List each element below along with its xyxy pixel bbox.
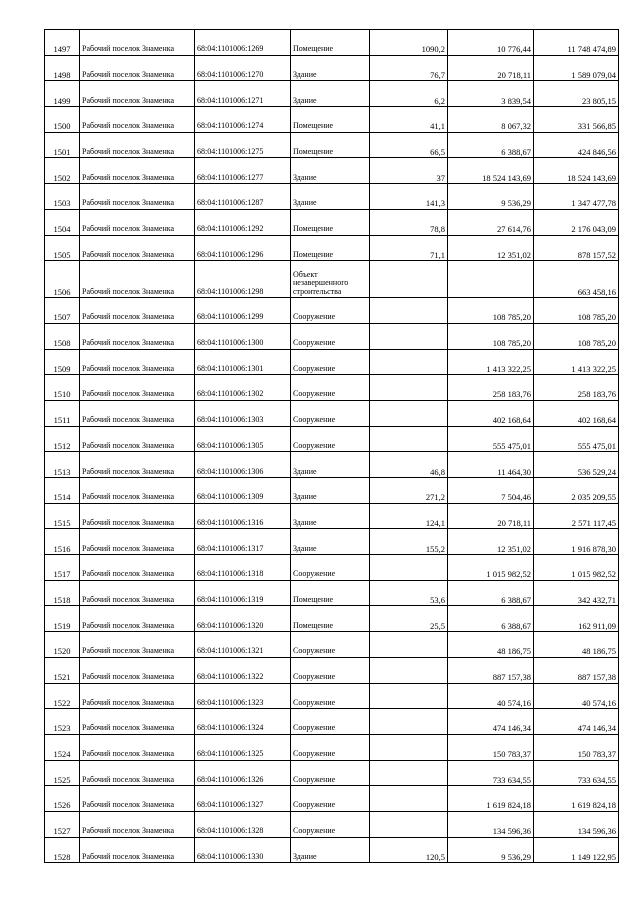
row-number-cell: 1502 bbox=[45, 158, 80, 184]
cadastral-number-cell: 68:04:1101006:1305 bbox=[195, 426, 291, 452]
row-number-cell: 1507 bbox=[45, 298, 80, 324]
location-cell: Рабочий поселок Знаменка bbox=[80, 55, 195, 81]
object-type-cell: Здание bbox=[291, 503, 370, 529]
row-number-cell: 1497 bbox=[45, 30, 80, 56]
row-number-cell: 1522 bbox=[45, 683, 80, 709]
area-cell: 1090,2 bbox=[370, 30, 448, 56]
unit-price-cell: 18 524 143,69 bbox=[448, 158, 534, 184]
area-cell bbox=[370, 760, 448, 786]
unit-price-cell: 258 183,76 bbox=[448, 375, 534, 401]
unit-price-cell: 12 351,02 bbox=[448, 529, 534, 555]
table-row bbox=[45, 837, 619, 863]
object-type-cell: Здание bbox=[291, 452, 370, 478]
area-cell bbox=[370, 261, 448, 298]
table-row bbox=[45, 81, 619, 107]
row-number-cell: 1519 bbox=[45, 606, 80, 632]
cadastral-number-cell: 68:04:1101006:1318 bbox=[195, 555, 291, 581]
row-number-cell: 1524 bbox=[45, 734, 80, 760]
unit-price-cell: 3 839,54 bbox=[448, 81, 534, 107]
cadastral-number-cell: 68:04:1101006:1327 bbox=[195, 786, 291, 812]
object-type-cell: Сооружение bbox=[291, 632, 370, 658]
cadastral-value-cell: 733 634,55 bbox=[534, 760, 619, 786]
location-cell: Рабочий поселок Знаменка bbox=[80, 632, 195, 658]
cadastral-number-cell: 68:04:1101006:1321 bbox=[195, 632, 291, 658]
cadastral-value-cell: 878 157,52 bbox=[534, 235, 619, 261]
location-cell: Рабочий поселок Знаменка bbox=[80, 30, 195, 56]
unit-price-cell: 11 464,30 bbox=[448, 452, 534, 478]
table-row bbox=[45, 657, 619, 683]
unit-price-cell: 9 536,29 bbox=[448, 184, 534, 210]
row-number-cell: 1516 bbox=[45, 529, 80, 555]
table-row bbox=[45, 107, 619, 133]
object-type-cell: Помещение bbox=[291, 107, 370, 133]
area-cell bbox=[370, 375, 448, 401]
object-type-cell: Сооружение bbox=[291, 555, 370, 581]
location-cell: Рабочий поселок Знаменка bbox=[80, 81, 195, 107]
row-number-cell: 1511 bbox=[45, 400, 80, 426]
cadastral-value-cell: 2 035 209,55 bbox=[534, 478, 619, 504]
area-cell bbox=[370, 734, 448, 760]
row-number-cell: 1517 bbox=[45, 555, 80, 581]
unit-price-cell: 733 634,55 bbox=[448, 760, 534, 786]
area-cell: 141,3 bbox=[370, 184, 448, 210]
table-row bbox=[45, 298, 619, 324]
area-cell: 25,5 bbox=[370, 606, 448, 632]
cadastral-number-cell: 68:04:1101006:1309 bbox=[195, 478, 291, 504]
cadastral-number-cell: 68:04:1101006:1274 bbox=[195, 107, 291, 133]
cadastral-number-cell: 68:04:1101006:1320 bbox=[195, 606, 291, 632]
row-number-cell: 1501 bbox=[45, 132, 80, 158]
object-type-cell: Сооружение bbox=[291, 760, 370, 786]
object-type-cell: Помещение bbox=[291, 580, 370, 606]
row-number-cell: 1513 bbox=[45, 452, 80, 478]
object-type-cell: Сооружение bbox=[291, 811, 370, 837]
row-number-cell: 1520 bbox=[45, 632, 80, 658]
location-cell: Рабочий поселок Знаменка bbox=[80, 349, 195, 375]
area-cell: 66,5 bbox=[370, 132, 448, 158]
object-type-cell: Сооружение bbox=[291, 786, 370, 812]
cadastral-value-cell: 2 176 043,09 bbox=[534, 209, 619, 235]
table-row bbox=[45, 478, 619, 504]
area-cell bbox=[370, 400, 448, 426]
unit-price-cell: 1 413 322,25 bbox=[448, 349, 534, 375]
table-row bbox=[45, 555, 619, 581]
row-number-cell: 1505 bbox=[45, 235, 80, 261]
table-row bbox=[45, 209, 619, 235]
row-number-cell: 1506 bbox=[45, 261, 80, 298]
area-cell: 53,6 bbox=[370, 580, 448, 606]
cadastral-number-cell: 68:04:1101006:1296 bbox=[195, 235, 291, 261]
table-row bbox=[45, 375, 619, 401]
row-number-cell: 1514 bbox=[45, 478, 80, 504]
location-cell: Рабочий поселок Знаменка bbox=[80, 452, 195, 478]
cadastral-number-cell: 68:04:1101006:1326 bbox=[195, 760, 291, 786]
unit-price-cell: 474 146,34 bbox=[448, 709, 534, 735]
object-type-cell: Здание bbox=[291, 529, 370, 555]
table-row bbox=[45, 323, 619, 349]
object-type-cell: Помещение bbox=[291, 235, 370, 261]
cadastral-value-cell: 424 846,56 bbox=[534, 132, 619, 158]
cadastral-number-cell: 68:04:1101006:1277 bbox=[195, 158, 291, 184]
cadastral-number-cell: 68:04:1101006:1275 bbox=[195, 132, 291, 158]
area-cell: 6,2 bbox=[370, 81, 448, 107]
object-type-cell: Сооружение bbox=[291, 400, 370, 426]
row-number-cell: 1525 bbox=[45, 760, 80, 786]
unit-price-cell: 8 067,32 bbox=[448, 107, 534, 133]
cadastral-value-cell: 162 911,09 bbox=[534, 606, 619, 632]
row-number-cell: 1504 bbox=[45, 209, 80, 235]
table-row bbox=[45, 683, 619, 709]
row-number-cell: 1510 bbox=[45, 375, 80, 401]
unit-price-cell: 10 776,44 bbox=[448, 30, 534, 56]
cadastral-number-cell: 68:04:1101006:1303 bbox=[195, 400, 291, 426]
object-type-cell: Здание bbox=[291, 837, 370, 863]
unit-price-cell: 108 785,20 bbox=[448, 298, 534, 324]
table-row bbox=[45, 734, 619, 760]
area-cell: 46,8 bbox=[370, 452, 448, 478]
unit-price-cell: 12 351,02 bbox=[448, 235, 534, 261]
cadastral-number-cell: 68:04:1101006:1306 bbox=[195, 452, 291, 478]
area-cell: 76,7 bbox=[370, 55, 448, 81]
unit-price-cell: 7 504,46 bbox=[448, 478, 534, 504]
row-number-cell: 1526 bbox=[45, 786, 80, 812]
object-type-cell: Здание bbox=[291, 184, 370, 210]
object-type-cell: Помещение bbox=[291, 30, 370, 56]
unit-price-cell: 20 718,11 bbox=[448, 503, 534, 529]
cadastral-number-cell: 68:04:1101006:1319 bbox=[195, 580, 291, 606]
cadastral-value-table bbox=[44, 29, 619, 863]
row-number-cell: 1499 bbox=[45, 81, 80, 107]
cadastral-value-cell: 18 524 143,69 bbox=[534, 158, 619, 184]
row-number-cell: 1512 bbox=[45, 426, 80, 452]
cadastral-value-cell: 1 916 878,30 bbox=[534, 529, 619, 555]
table-row bbox=[45, 503, 619, 529]
table-row bbox=[45, 235, 619, 261]
table-row bbox=[45, 55, 619, 81]
cadastral-value-cell: 258 183,76 bbox=[534, 375, 619, 401]
cadastral-number-cell: 68:04:1101006:1271 bbox=[195, 81, 291, 107]
table-row bbox=[45, 132, 619, 158]
cadastral-value-cell: 134 596,36 bbox=[534, 811, 619, 837]
cadastral-number-cell: 68:04:1101006:1298 bbox=[195, 261, 291, 298]
unit-price-cell: 555 475,01 bbox=[448, 426, 534, 452]
table-row bbox=[45, 580, 619, 606]
area-cell bbox=[370, 426, 448, 452]
area-cell bbox=[370, 683, 448, 709]
area-cell bbox=[370, 323, 448, 349]
table-row bbox=[45, 786, 619, 812]
cadastral-value-cell: 1 589 079,04 bbox=[534, 55, 619, 81]
cadastral-number-cell: 68:04:1101006:1299 bbox=[195, 298, 291, 324]
location-cell: Рабочий поселок Знаменка bbox=[80, 555, 195, 581]
unit-price-cell: 6 388,67 bbox=[448, 606, 534, 632]
row-number-cell: 1509 bbox=[45, 349, 80, 375]
object-type-cell: Здание bbox=[291, 55, 370, 81]
area-cell bbox=[370, 632, 448, 658]
unit-price-cell: 6 388,67 bbox=[448, 580, 534, 606]
location-cell: Рабочий поселок Знаменка bbox=[80, 580, 195, 606]
location-cell: Рабочий поселок Знаменка bbox=[80, 709, 195, 735]
unit-price-cell: 134 596,36 bbox=[448, 811, 534, 837]
cadastral-number-cell: 68:04:1101006:1301 bbox=[195, 349, 291, 375]
row-number-cell: 1528 bbox=[45, 837, 80, 863]
cadastral-value-cell: 40 574,16 bbox=[534, 683, 619, 709]
object-type-cell: Сооружение bbox=[291, 426, 370, 452]
cadastral-number-cell: 68:04:1101006:1316 bbox=[195, 503, 291, 529]
area-cell: 41,1 bbox=[370, 107, 448, 133]
location-cell: Рабочий поселок Знаменка bbox=[80, 503, 195, 529]
row-number-cell: 1515 bbox=[45, 503, 80, 529]
area-cell bbox=[370, 349, 448, 375]
location-cell: Рабочий поселок Знаменка bbox=[80, 837, 195, 863]
cadastral-value-cell: 402 168,64 bbox=[534, 400, 619, 426]
row-number-cell: 1508 bbox=[45, 323, 80, 349]
location-cell: Рабочий поселок Знаменка bbox=[80, 657, 195, 683]
cadastral-number-cell: 68:04:1101006:1292 bbox=[195, 209, 291, 235]
cadastral-value-cell: 48 186,75 bbox=[534, 632, 619, 658]
object-type-cell: Здание bbox=[291, 81, 370, 107]
location-cell: Рабочий поселок Знаменка bbox=[80, 529, 195, 555]
unit-price-cell: 402 168,64 bbox=[448, 400, 534, 426]
object-type-cell: Объект незавершенного строительства bbox=[291, 261, 370, 298]
table-row bbox=[45, 184, 619, 210]
cadastral-value-cell: 663 458,16 bbox=[534, 261, 619, 298]
row-number-cell: 1521 bbox=[45, 657, 80, 683]
location-cell: Рабочий поселок Знаменка bbox=[80, 683, 195, 709]
object-type-cell: Сооружение bbox=[291, 683, 370, 709]
location-cell: Рабочий поселок Знаменка bbox=[80, 323, 195, 349]
location-cell: Рабочий поселок Знаменка bbox=[80, 184, 195, 210]
object-type-cell: Помещение bbox=[291, 132, 370, 158]
object-type-cell: Сооружение bbox=[291, 709, 370, 735]
unit-price-cell: 40 574,16 bbox=[448, 683, 534, 709]
location-cell: Рабочий поселок Знаменка bbox=[80, 107, 195, 133]
object-type-cell: Сооружение bbox=[291, 298, 370, 324]
area-cell: 124,1 bbox=[370, 503, 448, 529]
cadastral-number-cell: 68:04:1101006:1323 bbox=[195, 683, 291, 709]
row-number-cell: 1500 bbox=[45, 107, 80, 133]
table-row bbox=[45, 606, 619, 632]
location-cell: Рабочий поселок Знаменка bbox=[80, 132, 195, 158]
area-cell bbox=[370, 786, 448, 812]
table-row bbox=[45, 632, 619, 658]
cadastral-value-cell: 1 347 477,78 bbox=[534, 184, 619, 210]
object-type-cell: Здание bbox=[291, 478, 370, 504]
location-cell: Рабочий поселок Знаменка bbox=[80, 261, 195, 298]
cadastral-number-cell: 68:04:1101006:1302 bbox=[195, 375, 291, 401]
cadastral-number-cell: 68:04:1101006:1328 bbox=[195, 811, 291, 837]
table-row bbox=[45, 760, 619, 786]
cadastral-value-cell: 342 432,71 bbox=[534, 580, 619, 606]
row-number-cell: 1523 bbox=[45, 709, 80, 735]
table-row bbox=[45, 30, 619, 56]
location-cell: Рабочий поселок Знаменка bbox=[80, 158, 195, 184]
location-cell: Рабочий поселок Знаменка bbox=[80, 375, 195, 401]
object-type-cell: Помещение bbox=[291, 209, 370, 235]
location-cell: Рабочий поселок Знаменка bbox=[80, 811, 195, 837]
area-cell bbox=[370, 555, 448, 581]
cadastral-number-cell: 68:04:1101006:1300 bbox=[195, 323, 291, 349]
cadastral-value-cell: 1 015 982,52 bbox=[534, 555, 619, 581]
unit-price-cell: 1 619 824,18 bbox=[448, 786, 534, 812]
location-cell: Рабочий поселок Знаменка bbox=[80, 786, 195, 812]
object-type-cell: Помещение bbox=[291, 606, 370, 632]
location-cell: Рабочий поселок Знаменка bbox=[80, 298, 195, 324]
location-cell: Рабочий поселок Знаменка bbox=[80, 606, 195, 632]
cadastral-value-cell: 108 785,20 bbox=[534, 298, 619, 324]
area-cell bbox=[370, 811, 448, 837]
unit-price-cell bbox=[448, 261, 534, 298]
unit-price-cell: 108 785,20 bbox=[448, 323, 534, 349]
location-cell: Рабочий поселок Знаменка bbox=[80, 734, 195, 760]
table-row bbox=[45, 452, 619, 478]
cadastral-value-cell: 150 783,37 bbox=[534, 734, 619, 760]
cadastral-value-cell: 474 146,34 bbox=[534, 709, 619, 735]
location-cell: Рабочий поселок Знаменка bbox=[80, 478, 195, 504]
table-body bbox=[45, 30, 619, 863]
unit-price-cell: 48 186,75 bbox=[448, 632, 534, 658]
table-row bbox=[45, 811, 619, 837]
unit-price-cell: 6 388,67 bbox=[448, 132, 534, 158]
cadastral-value-cell: 536 529,24 bbox=[534, 452, 619, 478]
cadastral-value-cell: 108 785,20 bbox=[534, 323, 619, 349]
cadastral-value-cell: 331 566,85 bbox=[534, 107, 619, 133]
row-number-cell: 1527 bbox=[45, 811, 80, 837]
cadastral-number-cell: 68:04:1101006:1287 bbox=[195, 184, 291, 210]
cadastral-number-cell: 68:04:1101006:1330 bbox=[195, 837, 291, 863]
row-number-cell: 1518 bbox=[45, 580, 80, 606]
area-cell: 120,5 bbox=[370, 837, 448, 863]
area-cell bbox=[370, 709, 448, 735]
cadastral-number-cell: 68:04:1101006:1324 bbox=[195, 709, 291, 735]
object-type-cell: Сооружение bbox=[291, 349, 370, 375]
table-row bbox=[45, 709, 619, 735]
unit-price-cell: 1 015 982,52 bbox=[448, 555, 534, 581]
location-cell: Рабочий поселок Знаменка bbox=[80, 235, 195, 261]
area-cell: 155,2 bbox=[370, 529, 448, 555]
cadastral-value-cell: 887 157,38 bbox=[534, 657, 619, 683]
unit-price-cell: 887 157,38 bbox=[448, 657, 534, 683]
object-type-cell: Сооружение bbox=[291, 657, 370, 683]
unit-price-cell: 150 783,37 bbox=[448, 734, 534, 760]
unit-price-cell: 27 614,76 bbox=[448, 209, 534, 235]
area-cell bbox=[370, 298, 448, 324]
object-type-cell: Здание bbox=[291, 158, 370, 184]
location-cell: Рабочий поселок Знаменка bbox=[80, 426, 195, 452]
cadastral-value-cell: 1 619 824,18 bbox=[534, 786, 619, 812]
cadastral-number-cell: 68:04:1101006:1269 bbox=[195, 30, 291, 56]
unit-price-cell: 9 536,29 bbox=[448, 837, 534, 863]
cadastral-value-cell: 23 805,15 bbox=[534, 81, 619, 107]
object-type-cell: Сооружение bbox=[291, 375, 370, 401]
table-row bbox=[45, 400, 619, 426]
area-cell: 78,8 bbox=[370, 209, 448, 235]
table-row bbox=[45, 349, 619, 375]
area-cell: 37 bbox=[370, 158, 448, 184]
table-row bbox=[45, 158, 619, 184]
cadastral-number-cell: 68:04:1101006:1325 bbox=[195, 734, 291, 760]
cadastral-value-cell: 2 571 117,45 bbox=[534, 503, 619, 529]
row-number-cell: 1503 bbox=[45, 184, 80, 210]
area-cell: 271,2 bbox=[370, 478, 448, 504]
cadastral-number-cell: 68:04:1101006:1317 bbox=[195, 529, 291, 555]
object-type-cell: Сооружение bbox=[291, 734, 370, 760]
table-row bbox=[45, 261, 619, 298]
table-row bbox=[45, 529, 619, 555]
cadastral-value-cell: 11 748 474,89 bbox=[534, 30, 619, 56]
location-cell: Рабочий поселок Знаменка bbox=[80, 760, 195, 786]
area-cell bbox=[370, 657, 448, 683]
location-cell: Рабочий поселок Знаменка bbox=[80, 209, 195, 235]
cadastral-value-cell: 1 149 122,95 bbox=[534, 837, 619, 863]
cadastral-value-cell: 555 475,01 bbox=[534, 426, 619, 452]
cadastral-number-cell: 68:04:1101006:1270 bbox=[195, 55, 291, 81]
cadastral-value-cell: 1 413 322,25 bbox=[534, 349, 619, 375]
cadastral-number-cell: 68:04:1101006:1322 bbox=[195, 657, 291, 683]
unit-price-cell: 20 718,11 bbox=[448, 55, 534, 81]
area-cell: 71,1 bbox=[370, 235, 448, 261]
table-row bbox=[45, 426, 619, 452]
row-number-cell: 1498 bbox=[45, 55, 80, 81]
object-type-cell: Сооружение bbox=[291, 323, 370, 349]
location-cell: Рабочий поселок Знаменка bbox=[80, 400, 195, 426]
